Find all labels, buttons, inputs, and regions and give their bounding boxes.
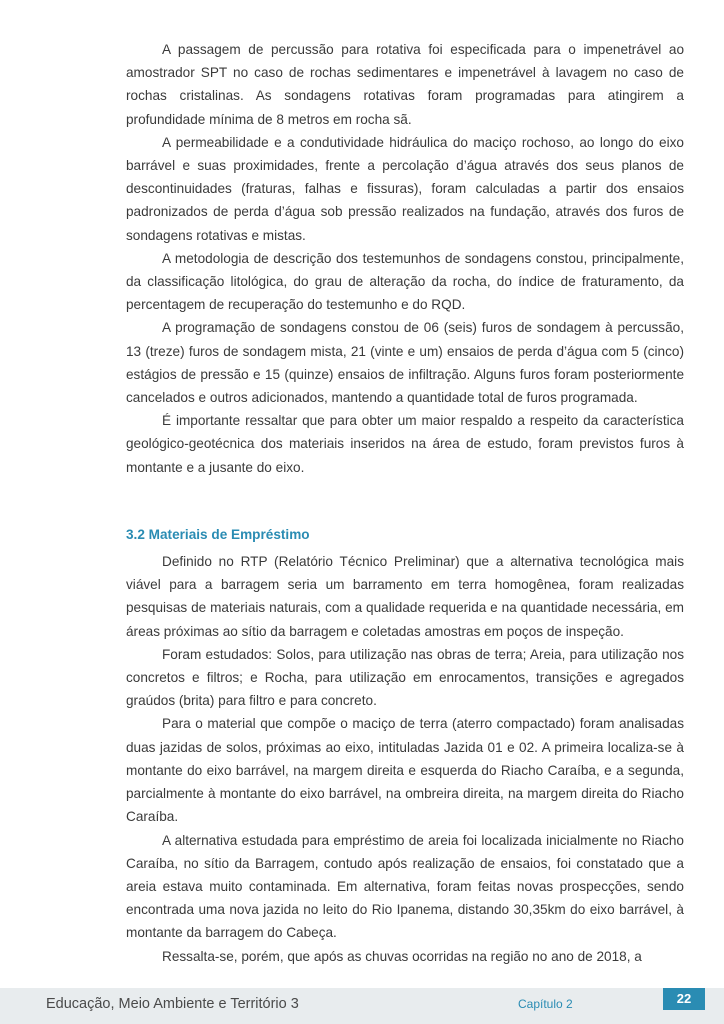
paragraph-materials-studied: Foram estudados: Solos, para utilização nas obras de terra; Areia, para utilização nos concretos e filtros; e Rocha, para utilização em enrocamentos, transições e agregados graúdos (brita) para filtro e para concreto.	[126, 646, 684, 709]
paragraph-percussion-rotary: A passagem de percussão para rotativa foi especificada para o impenetrável ao amostrador SPT no caso de rochas sedimentares e impenetrável à lavagem no caso de rochas cristalinas. As sondagens rotativas foram programadas para atingirem a profundidade mínima de 8 metros em rocha sã.	[126, 42, 684, 127]
page-footer	[0, 988, 724, 1024]
footer-page-number: 22	[663, 988, 705, 1010]
paragraph-methodology: A metodologia de descrição dos testemunhos de sondagens constou, principalmente, da classificação litológica, do grau de alteração da rocha, do índice de fraturamento, da percentagem de recuperação do testemunho e do RQD.	[126, 250, 684, 313]
footer-chapter: Capítulo 2	[518, 997, 573, 1011]
paragraph-programming: A programação de sondagens constou de 06 (seis) furos de sondagem à percussão, 13 (treze) furos de sondagem mista, 21 (vinte e um) ensaios de perda d’água com 5 (cinco) estágios de pressão e 15 (quinze) ensaios de infiltração. Alguns furos foram posteriormente cancelados e outros adicionados, mantendo a quantidade total de furos programada.	[126, 320, 684, 406]
section-heading: 3.2 Materiais de Empréstimo	[126, 526, 310, 542]
footer-book-title: Educação, Meio Ambiente e Território 3	[46, 996, 299, 1012]
paragraph-rtp-definition: Definido no RTP (Relatório Técnico Preliminar) que a alternativa tecnológica mais viável para a barragem seria um barramento em terra homogênea, foram realizadas pesquisas de materiais naturais, com a qualidade requerida e na quantidade necessária, em áreas próximas ao sítio da barragem e coletadas amostras em poços de inspeção.	[126, 554, 684, 639]
paragraph-soil-deposits: Para o material que compõe o maciço de terra (aterro compactado) foram analisadas duas jazidas de solos, próximas ao eixo, intituladas Jazida 01 e 02. A primeira localiza-se à montante do eixo barrável, na margem direita e esquerda do Riacho Caraíba, e a segunda, parcialmente à montante do eixo barrável, na ombreira direita, na margem direita do Riacho Caraíba.	[126, 716, 684, 825]
paragraph-sand-alternative: A alternativa estudada para empréstimo de areia foi localizada inicialmente no Riacho Caraíba, no sítio da Barragem, contudo após realização de ensaios, foi constatado que a areia estava muito contaminada. Em alternativa, foram feitas novas prospecções, sendo encontrada uma nova jazida no leito do Rio Ipanema, distando 30,35km do eixo barrável, à montante da barragem do Cabeça.	[126, 832, 684, 941]
paragraph-permeability: A permeabilidade e a condutividade hidráulica do maciço rochoso, ao longo do eixo barrável e suas proximidades, frente a percolação d’água através dos seus planos de descontinuidades (fraturas, falhas e fissuras), foram calculadas a partir dos ensaios padronizados de perda d’água sob pressão realizados na fundação, através dos furos de sondagens rotativas e mistas.	[126, 134, 684, 243]
paragraph-importance: É importante ressaltar que para obter um maior respaldo a respeito da característica geológico-geotécnica dos materiais inseridos na área de estudo, foram previstos furos à montante e a jusante do eixo.	[126, 413, 684, 475]
paragraph-rain-note: Ressalta-se, porém, que após as chuvas ocorridas na região no ano de 2018, a	[162, 948, 642, 964]
page-content	[126, 38, 684, 968]
